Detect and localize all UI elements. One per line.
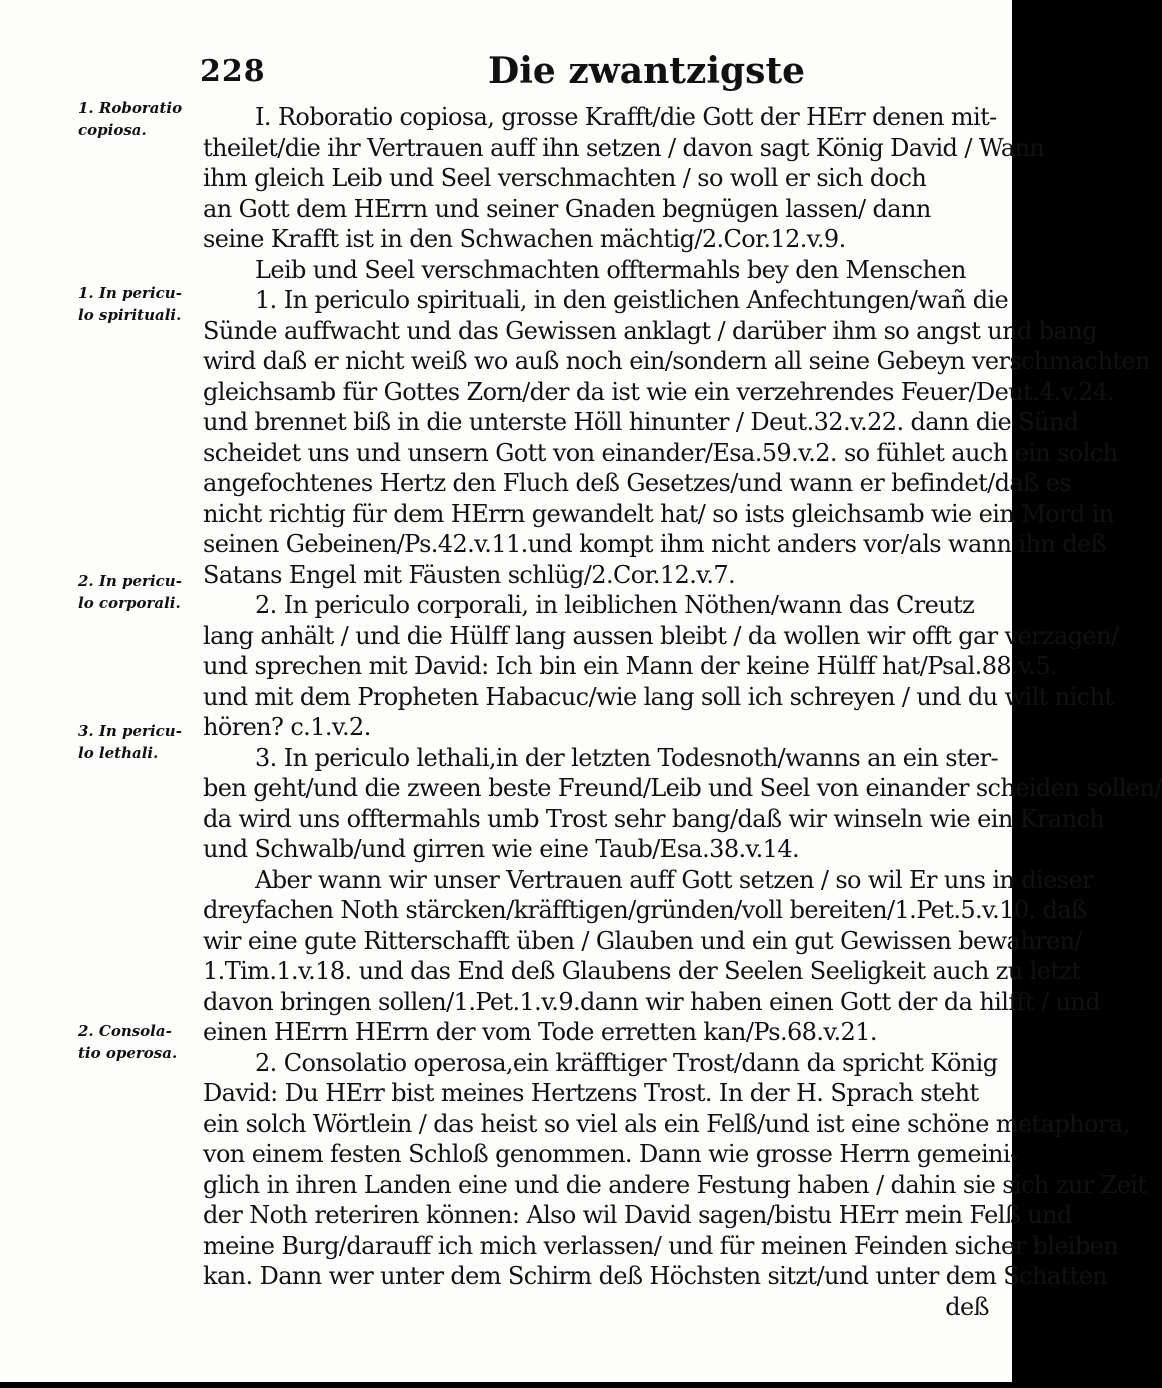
text-line: da wird uns offtermahls umb Trost sehr bang/daß wir winseln wie ein Kranch (203, 804, 1105, 833)
text-line: lang anhält / und die Hülff lang aussen bleibt / da wollen wir offt gar verzagen/ (203, 621, 1119, 650)
text-line: 2. In periculo corporali, in leiblichen Nöthen/wann das Creutz (255, 591, 975, 619)
text-line: Aber wann wir unser Vertrauen auff Gott setzen / so wil Er uns in dieser (255, 865, 1093, 894)
text-line: 1.Tim.1.v.18. und das End deß Glaubens der Seelen Seeligkeit auch zu letzt (203, 957, 1081, 985)
text-line: und Schwalb/und girren wie eine Taub/Esa.38.v.14. (203, 835, 800, 863)
text-line: hören? c.1.v.2. (203, 713, 371, 741)
text-line: ihm gleich Leib und Seel verschmachten / so woll er sich doch (203, 164, 927, 192)
running-title: Die zwantzigste (488, 50, 805, 92)
text-line: wird daß er nicht weiß wo auß noch ein/sondern all seine Gebeyn verschmachten (203, 347, 1150, 375)
text-line: seinen Gebeinen/Ps.42.v.11.und kompt ihm nicht anders vor/als wann ihn deß (203, 530, 1107, 558)
text-line: seine Krafft ist in den Schwachen mächtig/2.Cor.12.v.9. (203, 225, 846, 253)
catchword: deß (945, 1292, 989, 1321)
text-line: theilet/die ihr Vertrauen auff ihn setzen / davon sagt König David / Wann (203, 133, 1045, 162)
text-line: Satans Engel mit Fäusten schlüg/2.Cor.12.v.7. (203, 560, 736, 589)
text-line: meine Burg/darauff ich mich verlassen/ und für meinen Feinden sicher bleiben (203, 1231, 1119, 1260)
text-line: angefochtenes Hertz den Fluch deß Gesetzes/und wann er befindet/daß es (203, 469, 1071, 497)
text-line: einen HErrn HErrn der vom Tode erretten kan/Ps.68.v.21. (203, 1018, 877, 1046)
text-line: 3. In periculo lethali,in der letzten Todesnoth/wanns an ein ster- (255, 743, 999, 772)
text-line: der Noth reteriren können: Also wil David sagen/bistu HErr mein Felß und (203, 1201, 1072, 1229)
text-line: kan. Dann wer unter dem Schirm deß Höchsten sitzt/und unter dem Schatten (203, 1262, 1108, 1290)
text-line: an Gott dem HErrn und seiner Gnaden begnügen lassen/ dann (203, 194, 931, 223)
text-line: 2. Consolatio operosa,ein kräfftiger Trost/dann da spricht König (255, 1048, 998, 1077)
text-line: nicht richtig für dem HErrn gewandelt hat/ so ists gleichsamb wie ein Mord in (203, 499, 1114, 528)
text-line: I. Roboratio copiosa, grosse Krafft/die Gott der HErr denen mit- (255, 103, 997, 131)
text-line: und brennet biß in die unterste Höll hinunter / Deut.32.v.22. dann die Sünd (203, 408, 1079, 436)
text-line: 1. In periculo spirituali, in den geistlichen Anfechtungen/wañ die (255, 286, 1009, 314)
text-line: David: Du HErr bist meines Hertzens Trost. In der H. Sprach steht (203, 1079, 979, 1107)
body-text (203, 102, 1162, 1322)
page-number: 228 (200, 54, 266, 89)
margin-note-corporali: 2. In pericu- lo corporali. (78, 572, 182, 612)
text-line: Leib und Seel verschmachten offtermahls bey den Menschen (255, 255, 966, 284)
text-line: wir eine gute Ritterschafft üben / Glauben und ein gut Gewissen bewahren/ (203, 926, 1082, 955)
text-line: gleichsamb für Gottes Zorn/der da ist wie ein verzehrendes Feuer/Deut.4.v.24. (203, 377, 1115, 406)
text-line: Sünde auffwacht und das Gewissen anklagt / darüber ihm so angst und bang (203, 316, 1097, 345)
text-line: scheidet uns und unsern Gott von einander/Esa.59.v.2. so fühlet auch ein solch (203, 438, 1118, 467)
margin-note-roboratio: 1. Roboratio copiosa. (78, 99, 183, 139)
text-line: und mit dem Propheten Habacuc/wie lang soll ich schreyen / und du wilt nicht (203, 682, 1114, 711)
text-line: und sprechen mit David: Ich bin ein Mann der keine Hülff hat/Psal.88.v.5. (203, 652, 1057, 680)
text-line: ein solch Wörtlein / das heist so viel als ein Felß/und ist eine schöne metaphora, (203, 1109, 1130, 1138)
text-line: dreyfachen Noth stärcken/kräfftigen/gründen/voll bereiten/1.Pet.5.v.10. daß (203, 896, 1087, 924)
margin-note-spirituali: 1. In pericu- lo spirituali. (78, 284, 182, 324)
text-line: von einem festen Schloß genommen. Dann wie grosse Herrn gemeini- (203, 1140, 1018, 1168)
margin-note-lethali: 3. In pericu- lo lethali. (78, 722, 182, 762)
page-header (0, 46, 1012, 96)
text-line: davon bringen sollen/1.Pet.1.v.9.dann wir haben einen Gott der da hilfft / und (203, 987, 1100, 1016)
text-line: glich in ihren Landen eine und die andere Festung haben / dahin sie sich zur Zeit (203, 1170, 1147, 1199)
text-line: ben geht/und die zween beste Freund/Leib und Seel von einander scheiden sollen/ (203, 774, 1162, 802)
margin-note-consolatio: 2. Consola- tio operosa. (78, 1022, 178, 1062)
